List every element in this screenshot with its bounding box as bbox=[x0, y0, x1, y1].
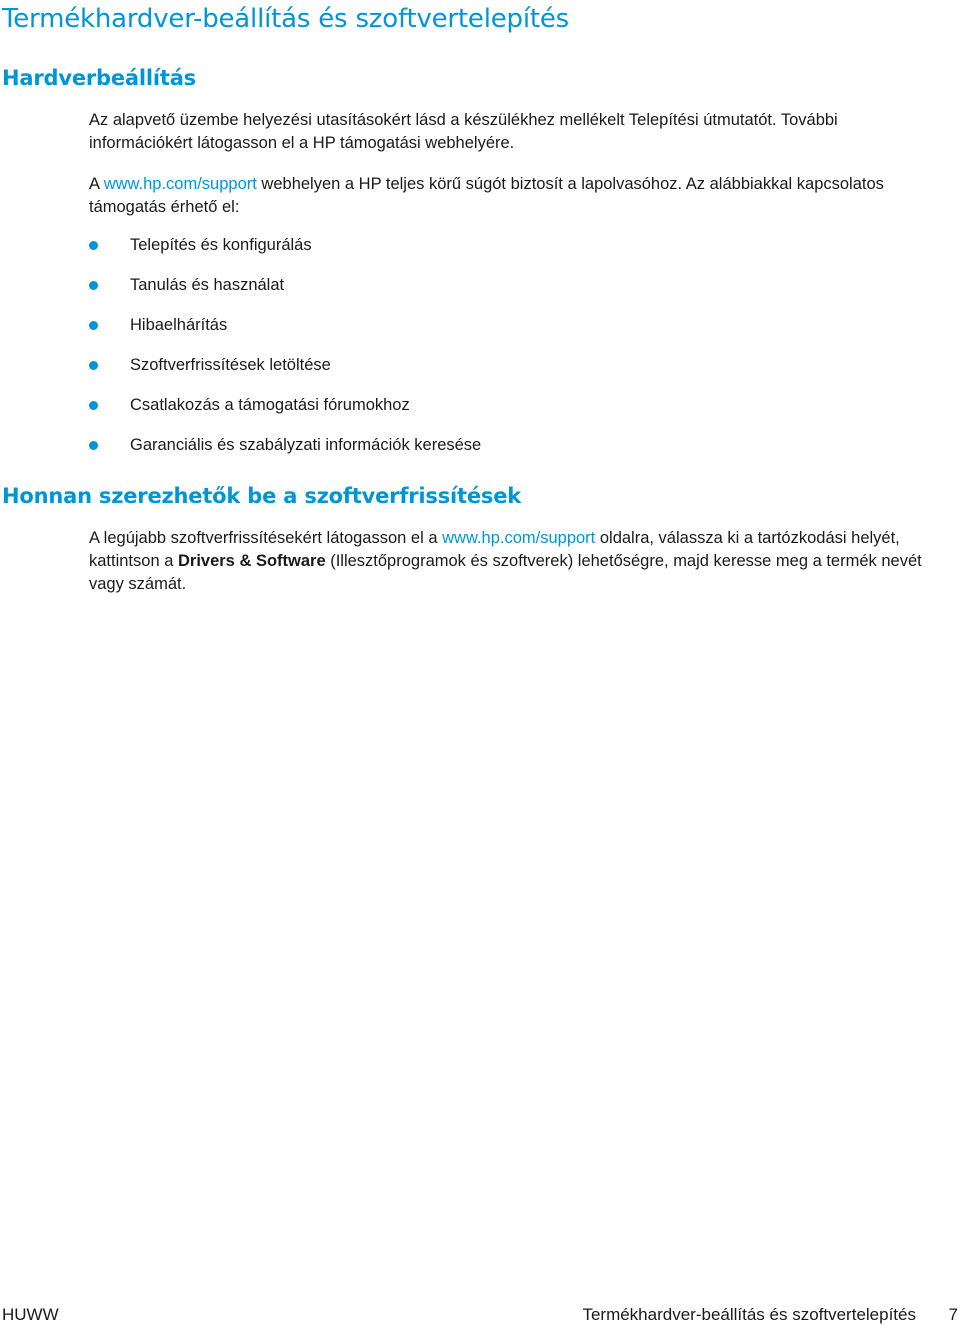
support-paragraph-suffix: webhelyen a HP teljes körű súgót biztosít a lapolvasóhoz. Az alábbiakkal kapcsolatos támogatás érhető el: bbox=[89, 175, 884, 216]
list-item bbox=[89, 394, 481, 434]
list-item bbox=[89, 354, 481, 394]
support-paragraph-prefix: A bbox=[89, 175, 104, 193]
section-heading-software-updates: Honnan szerezhetők be a szoftverfrissítések bbox=[2, 484, 522, 508]
updates-paragraph bbox=[89, 527, 939, 596]
list-item-text: Csatlakozás a támogatási fórumokhoz bbox=[130, 396, 410, 414]
support-paragraph bbox=[89, 173, 939, 219]
updates-paragraph-prefix: A legújabb szoftverfrissítésekért látogasson el a bbox=[89, 529, 443, 547]
support-link[interactable]: www.hp.com/support bbox=[103, 175, 257, 193]
bullet-dot-icon bbox=[89, 401, 98, 410]
list-item-text: Telepítés és konfigurálás bbox=[130, 236, 312, 254]
drivers-software-label: Drivers & Software bbox=[177, 552, 326, 570]
footer-chapter-title: Termékhardver-beállítás és szoftvertelepítés bbox=[582, 1305, 916, 1324]
list-item-text: Tanulás és használat bbox=[130, 276, 285, 294]
section-heading-hardware-setup: Hardverbeállítás bbox=[2, 66, 196, 90]
support-topics-list bbox=[89, 234, 481, 474]
updates-paragraph-suffix: (Illesztőprogramok és szoftverek) lehetőségre, majd keresse meg a termék nevét vagy számát. bbox=[89, 552, 922, 593]
list-item bbox=[89, 234, 481, 274]
bullet-dot-icon bbox=[89, 361, 98, 370]
bullet-dot-icon bbox=[89, 321, 98, 330]
list-item-text: Garanciális és szabályzati információk keresése bbox=[130, 436, 482, 454]
bullet-dot-icon bbox=[89, 241, 98, 250]
updates-paragraph-mid: oldalra, válassza ki a tartózkodási helyét, kattintson a bbox=[89, 529, 900, 570]
list-item bbox=[89, 314, 481, 354]
list-item-text: Hibaelhárítás bbox=[130, 316, 228, 334]
list-item-text: Szoftverfrissítések letöltése bbox=[130, 356, 331, 374]
footer-left-label: HUWW bbox=[2, 1305, 59, 1324]
bullet-dot-icon bbox=[89, 441, 98, 450]
list-item bbox=[89, 274, 481, 314]
footer-page-number: 7 bbox=[948, 1305, 958, 1324]
updates-support-link[interactable]: www.hp.com/support bbox=[442, 529, 596, 547]
bullet-dot-icon bbox=[89, 281, 98, 290]
intro-paragraph: Az alapvető üzembe helyezési utasításokért lásd a készülékhez mellékelt Telepítési útmutatót. További információkért látogasson el a HP támogatási webhelyére. bbox=[89, 111, 838, 152]
list-item bbox=[89, 434, 481, 474]
page-title: Termékhardver-beállítás és szoftvertelepítés bbox=[2, 4, 569, 34]
